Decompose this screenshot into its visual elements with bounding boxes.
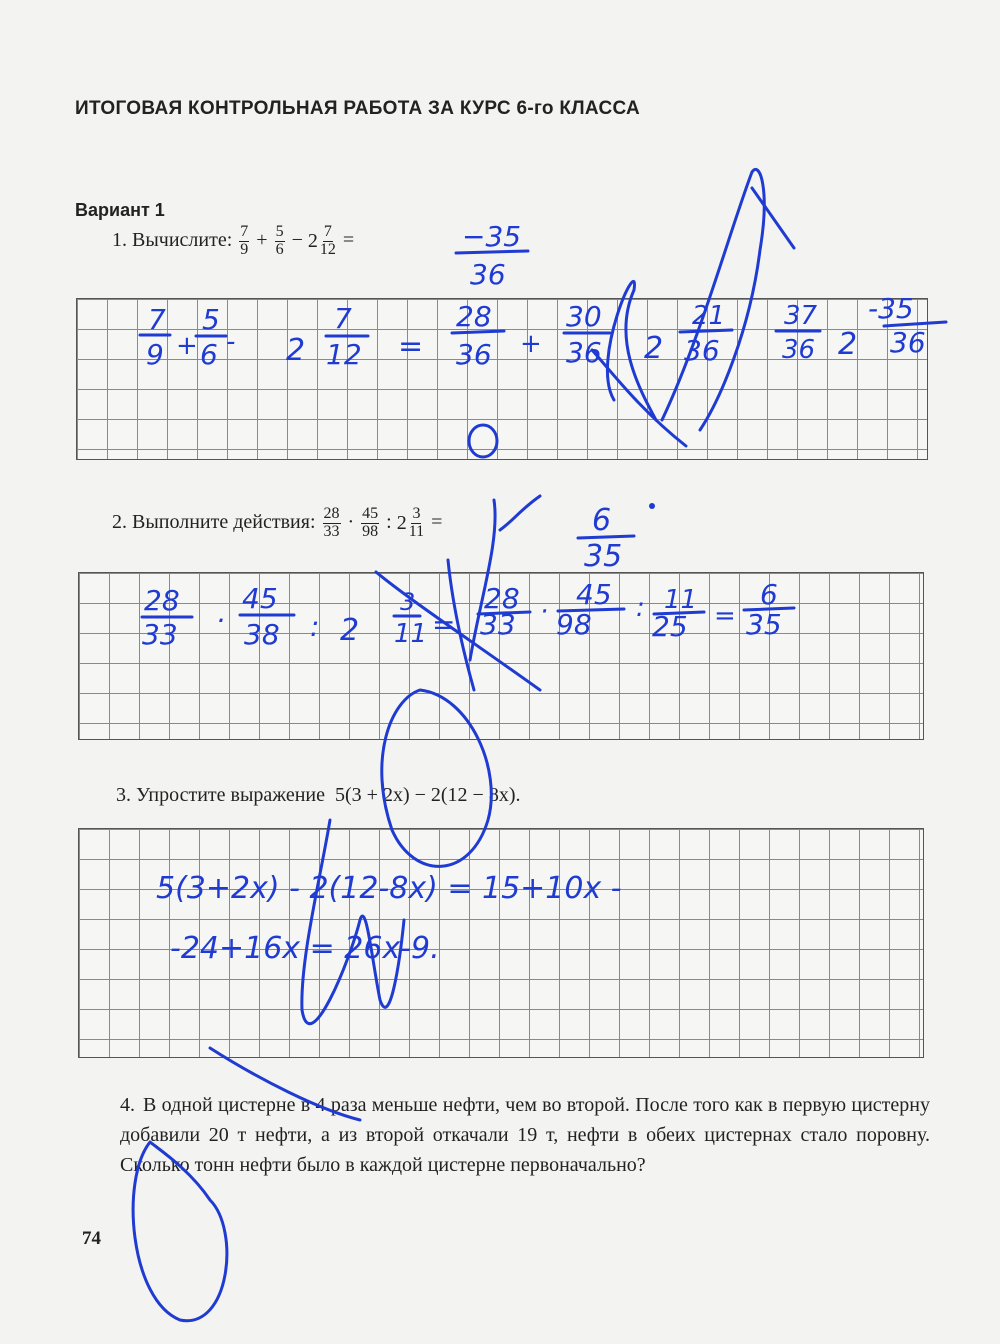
task2-hw-8-num: 6 [760, 578, 778, 611]
task3-statement [116, 784, 521, 807]
task2-fraction-1: $\frac{28}{33}$ [323, 505, 340, 540]
task2-answer-bar [578, 536, 634, 538]
task3-hw-line-1: 5(3+2x) - 2(12-8x) = 15+10x - [156, 871, 622, 906]
task1-fraction-2: $\frac{5}{6}$ [275, 223, 284, 258]
task2-fraction-3: $\frac{3}{11}$ [408, 505, 425, 540]
task1-whole: 2 [307, 229, 318, 252]
task2-hw-5-num: 28 [484, 582, 520, 615]
task1-fraction-3: $\frac{7}{12}$ [319, 223, 336, 258]
task2-answer-denominator: 35 [584, 539, 623, 574]
task3-label: 3. Упростите выражение [116, 784, 326, 806]
task1-hw-6-den: 36 [566, 336, 602, 369]
task3-expression: 5(3 + 2x) − 2(12 − 8x). [335, 784, 521, 806]
task1-op-2: − [291, 228, 303, 251]
task2-op-2: : [386, 510, 392, 533]
task2-hw-2-num: 45 [242, 582, 278, 615]
task2-hw-4-den: 11 [394, 619, 428, 649]
task2-hw-4-num: 3 [400, 588, 416, 616]
task1-hw-9-den: 36 [782, 335, 816, 365]
task1-hw-1-num: 7 [148, 303, 166, 336]
task2-handwritten-answer [578, 503, 634, 574]
task2-hw-2-den: 38 [244, 618, 280, 651]
task4-text: В одной цистерне в 4 раза меньше нефти, чем во второй. После того как в первую цистерну добавили 20 т нефти, а из второй откачали 19 т, нефти в обеих цистернах стало поровну. Сколько тонн нефти было в каждой цистерне первоначально? [120, 1094, 930, 1176]
task2-hw-eq-2: = [714, 601, 736, 631]
task2-hw-1-den: 33 [142, 618, 178, 651]
task1-fraction-1: $\frac{7}{9}$ [240, 223, 249, 258]
task1-hw-9-num: 37 [784, 301, 818, 331]
task1-hw-plus-2: + [520, 329, 542, 359]
task2-statement [112, 506, 442, 541]
page-number: 74 [82, 1228, 101, 1249]
task2-hw-dot-2: · [540, 597, 549, 627]
task2-hw-8-den: 35 [746, 608, 782, 641]
task1-hw-whole-2: 2 [644, 331, 664, 366]
task2-answer-numerator: 6 [592, 503, 612, 538]
task1-hw-5-num: 28 [456, 300, 492, 333]
variant-heading: Вариант 1 [75, 200, 165, 220]
task1-answer-numerator: −35 [462, 220, 522, 253]
task4-statement [120, 1090, 930, 1180]
task2-ink-dot [649, 503, 655, 509]
task1-hw-5-den: 36 [456, 338, 492, 371]
task3-hw-line-2: -24+16x = 26x-9. [170, 931, 440, 966]
task1-label: 1. Вычислите: [112, 228, 233, 251]
task2-op-1: · [347, 510, 355, 533]
task1-answer-grid [76, 298, 928, 460]
task1-hw-minus-1: - [226, 327, 236, 357]
task2-hw-dot-1: · [216, 604, 225, 637]
task2-hw-7-den: 25 [652, 610, 688, 643]
task2-hw-6-num: 45 [576, 578, 612, 611]
task2-hw-5-den: 33 [480, 608, 516, 641]
task1-hw-plus-1: + [176, 331, 198, 361]
task2-hw-6-den: 98 [556, 608, 592, 641]
task1-hw-1-den: 9 [146, 338, 164, 371]
task1-hw-whole-3: 2 [838, 327, 858, 362]
task1-hw-2-num: 5 [202, 303, 220, 336]
task1-op-1: + [256, 228, 268, 251]
task4-label: 4. [120, 1094, 135, 1116]
task2-equals: = [431, 510, 443, 533]
task2-answer-grid [78, 572, 924, 740]
task2-label: 2. Выполните действия: [112, 510, 316, 533]
task2-fraction-2: $\frac{45}{98}$ [362, 505, 379, 540]
task2-whole: 2 [396, 511, 407, 534]
task1-hw-6-num: 30 [566, 300, 602, 333]
task1-hw-4-den: 12 [326, 338, 362, 371]
task1-check-stroke-4 [752, 188, 794, 248]
task2-hw-7-num: 11 [664, 585, 698, 615]
task1-hw-eq-1: = [398, 329, 424, 364]
task1-answer-bar [456, 251, 528, 253]
task3-answer-grid [78, 828, 924, 1058]
task1-hw-whole-1: 2 [286, 333, 306, 368]
task2-hw-1-num: 28 [144, 584, 180, 617]
task1-hw-4-num: 7 [334, 302, 352, 335]
task2-hw-colon-2: : [636, 593, 645, 623]
task2-hw-whole: 2 [340, 613, 360, 648]
task1-hw-11-den: 36 [890, 326, 926, 359]
task1-handwritten-answer [456, 220, 528, 291]
task1-hw-2-den: 6 [200, 338, 218, 371]
task1-hw-8-num: 21 [692, 301, 726, 331]
task1-hw-8-den: 36 [684, 334, 720, 367]
task1-hw-11-num: -35 [868, 292, 914, 325]
page-title: ИТОГОВАЯ КОНТРОЛЬНАЯ РАБОТА ЗА КУРС 6-го КЛАССА [75, 98, 641, 119]
task1-equals: = [342, 228, 355, 251]
task1-answer-denominator: 36 [470, 258, 506, 291]
task2-check-stroke-3 [500, 496, 540, 530]
task1-statement [112, 224, 354, 259]
task2-hw-colon-1: : [310, 610, 320, 643]
task2-hw-eq-1: = [432, 608, 456, 641]
